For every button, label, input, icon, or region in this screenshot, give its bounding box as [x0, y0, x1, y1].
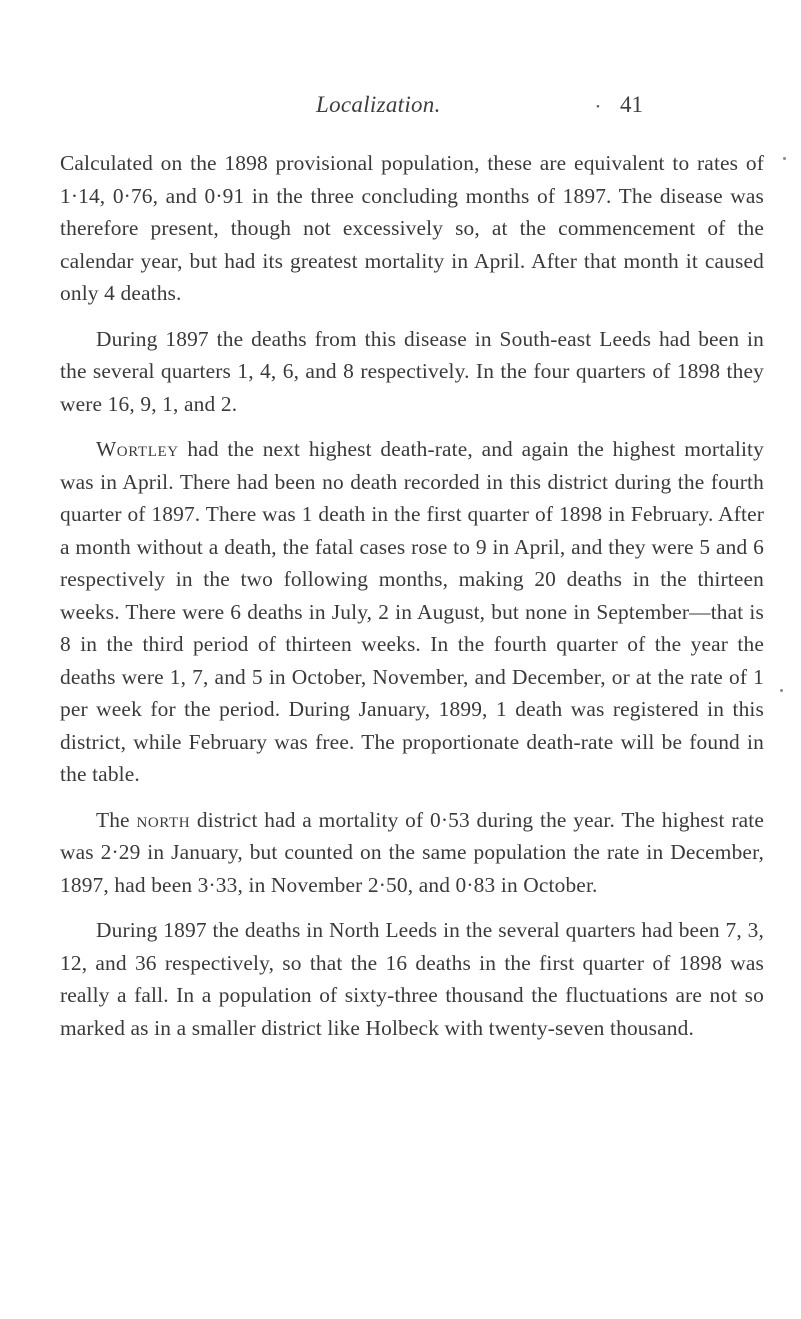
paragraph-4-before: The — [96, 807, 137, 832]
paragraph-3-text: had the next highest death-rate, and again the highest mortality was in April. There had been no death recorded in this district during the fourth quarter of 1897. There was 1 death in the first quarter of 1898 in February. After a month without a death, the fatal cases rose to 9 in April, and they were 5 and 6 respectively in the two following months, making 20 deaths in the thirteen weeks. There were 6 deaths in July, 2 in August, but none in September—that is 8 in the third period of thirteen weeks. In the fourth quarter of the year the deaths were 1, 7, and 5 in October, November, and December, or at the rate of 1 per week for the period. During January, 1899, 1 death was registered in this district, while February was free. The proportionate death-rate will be found in the table. — [60, 437, 764, 786]
running-head — [0, 92, 801, 132]
paragraph-3 — [60, 433, 764, 791]
paragraph-4-text: district had a mortality of 0·53 during the year. The highest rate was 2·29 in January, but counted on the same population the rate in December, 1897, had been 3·33, in November 2·50, and 0·83 in October. — [60, 807, 764, 897]
paragraph-4-district-name: north — [136, 807, 191, 832]
paragraph-1 — [60, 147, 764, 310]
margin-speck-middle — [780, 689, 783, 692]
margin-speck-top — [783, 157, 786, 160]
paragraph-3-district-name: Wortley — [96, 437, 179, 461]
paragraph-5-text: During 1897 the deaths in North Leeds in the several quarters had been 7, 3, 12, and 36 respectively, so that the 16 deaths in the first quarter of 1898 was really a fall. In a population of sixty-three thousand the fluctuations are not so marked as in a smaller district like Holbeck with twenty-seven thousand. — [60, 918, 764, 1040]
paragraph-5 — [60, 914, 764, 1044]
page-number: 41 — [620, 92, 643, 117]
paragraph-4 — [60, 804, 764, 902]
paragraph-1-text: Calculated on the 1898 provisional population, these are equivalent to rates of 1·14, 0·76, and 0·91 in the three concluding months of 1897. The disease was therefore present, though not excessively so, at the commencement of the calendar year, but had its greatest mortality in April. After that month it caused only 4 deaths. — [60, 151, 764, 305]
running-title: Localization. — [316, 92, 441, 117]
paragraph-2-text: During 1897 the deaths from this disease in South-east Leeds had been in the several quarters 1, 4, 6, and 8 respectively. In the four quarters of 1898 they were 16, 9, 1, and 2. — [60, 326, 764, 416]
paragraph-2 — [60, 323, 764, 421]
body-text — [60, 147, 764, 1057]
printer-mark: • — [596, 101, 600, 113]
